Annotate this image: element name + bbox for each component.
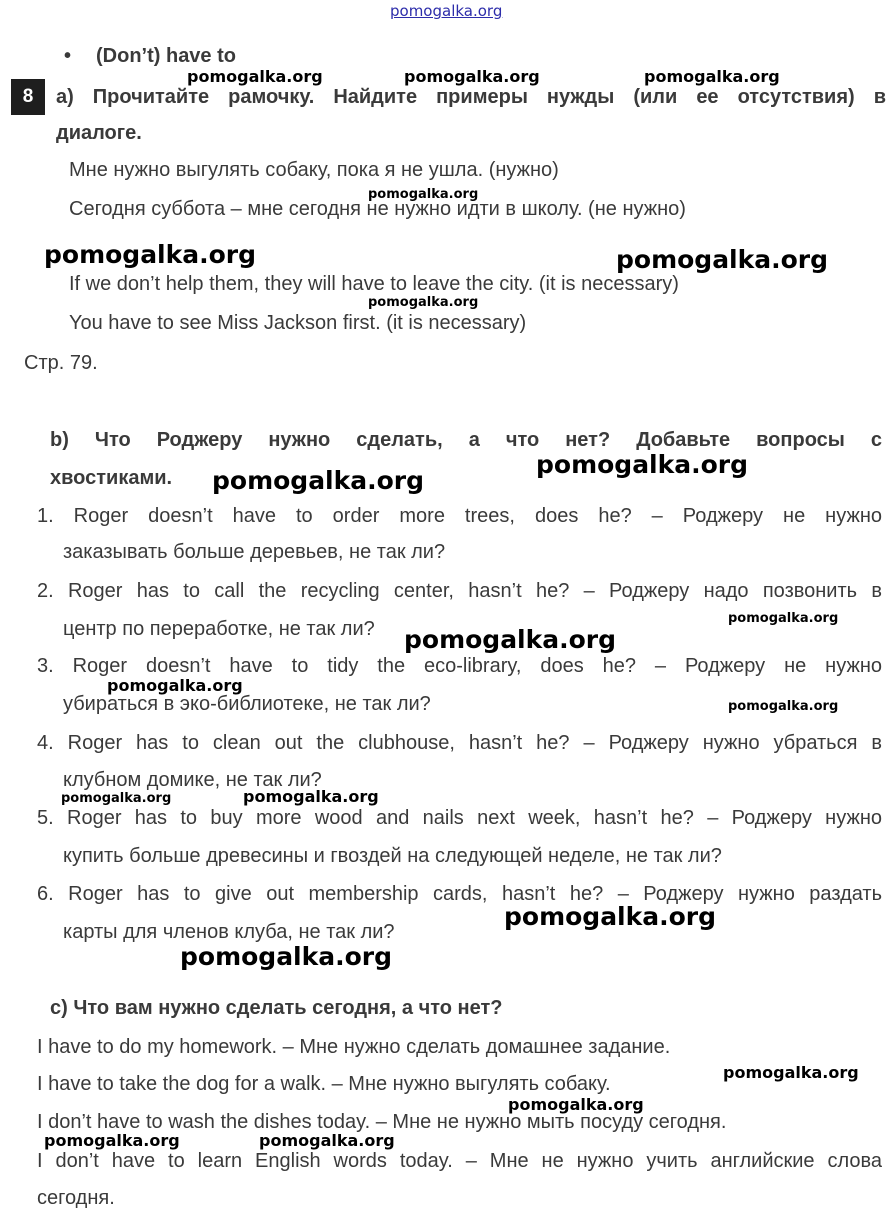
answer-line: I have to do my homework. – Мне нужно сделать домашнее задание. [37, 1036, 671, 1058]
watermark: pomogalka.org [180, 942, 393, 971]
list-item-line1: 1. Roger doesn’t have to order more trees, does he? – Роджеру не нужно [37, 505, 882, 527]
watermark: pomogalka.org [508, 1095, 644, 1114]
list-item-line2: центр по переработке, не так ли? [63, 618, 375, 640]
part-b-instruction-line2: хвостиками. [50, 467, 173, 489]
list-item-line1: 6. Roger has to give out membership cards, hasn’t he? – Роджеру нужно раздать [37, 883, 882, 905]
watermark: pomogalka.org [368, 295, 479, 310]
watermark: pomogalka.org [644, 67, 780, 86]
part-a-instruction-line2: диалоге. [56, 122, 142, 144]
list-item-line2: заказывать больше деревьев, не так ли? [63, 541, 446, 563]
page-reference: Стр. 79. [24, 352, 98, 374]
list-item-line2: купить больше древесины и гвоздей на следующей неделе, не так ли? [63, 845, 722, 867]
list-item-line1: 2. Roger has to call the recycling center, hasn’t he? – Роджеру надо позвонить в [37, 580, 882, 602]
watermark: pomogalka.org [504, 902, 717, 931]
list-item-line2: карты для членов клуба, не так ли? [63, 921, 395, 943]
watermark: pomogalka.org [404, 67, 540, 86]
part-a-instruction-line1: a) Прочитайте рамочку. Найдите примеры нужды (или ее отсутствия) в [56, 86, 886, 108]
watermark: pomogalka.org [259, 1131, 395, 1150]
watermark: pomogalka.org [44, 240, 257, 269]
example-line: Сегодня суббота – мне сегодня не нужно идти в школу. (не нужно) [69, 198, 686, 220]
list-item-line1: 4. Roger has to clean out the clubhouse, hasn’t he? – Роджеру нужно убраться в [37, 732, 882, 754]
watermark: pomogalka.org [187, 67, 323, 86]
watermark: pomogalka.org [243, 787, 379, 806]
watermark: pomogalka.org [616, 245, 829, 274]
list-item-line2: клубном домике, не так ли? [63, 769, 322, 791]
watermark: pomogalka.org [368, 187, 479, 202]
example-line: Мне нужно выгулять собаку, пока я не ушла. (нужно) [69, 159, 559, 181]
answer-line: сегодня. [37, 1187, 115, 1209]
list-item-line1: 5. Roger has to buy more wood and nails next week, hasn’t he? – Роджеру нужно [37, 807, 882, 829]
watermark: pomogalka.org [723, 1063, 859, 1082]
watermark: pomogalka.org [404, 625, 617, 654]
section-bullet: • [64, 45, 72, 67]
watermark: pomogalka.org [212, 466, 425, 495]
watermark: pomogalka.org [44, 1131, 180, 1150]
exercise-number-badge: 8 [11, 79, 45, 115]
part-c-heading: c) Что вам нужно сделать сегодня, а что нет? [50, 997, 503, 1019]
watermark: pomogalka.org [107, 676, 243, 695]
list-item-line2: убираться в эко-библиотеке, не так ли? [63, 693, 431, 715]
watermark: pomogalka.org [536, 450, 749, 479]
top-watermark: pomogalka.org [390, 2, 503, 20]
watermark: pomogalka.org [728, 699, 839, 714]
answer-line: I have to take the dog for a walk. – Мне нужно выгулять собаку. [37, 1073, 611, 1095]
example-line: You have to see Miss Jackson first. (it is necessary) [69, 312, 527, 334]
part-b-instruction-line1: b) Что Роджеру нужно сделать, а что нет? Добавьте вопросы с [50, 429, 882, 451]
answer-line: I don’t have to wash the dishes today. – Мне не нужно мыть посуду сегодня. [37, 1111, 727, 1133]
answer-line: I don’t have to learn English words today. – Мне не нужно учить английские слова [37, 1150, 882, 1172]
list-item-line1: 3. Roger doesn’t have to tidy the eco-library, does he? – Роджеру не нужно [37, 655, 882, 677]
section-header: (Don’t) have to [96, 45, 236, 67]
example-line: If we don’t help them, they will have to leave the city. (it is necessary) [69, 273, 679, 295]
watermark: pomogalka.org [728, 611, 839, 626]
watermark: pomogalka.org [61, 791, 172, 806]
